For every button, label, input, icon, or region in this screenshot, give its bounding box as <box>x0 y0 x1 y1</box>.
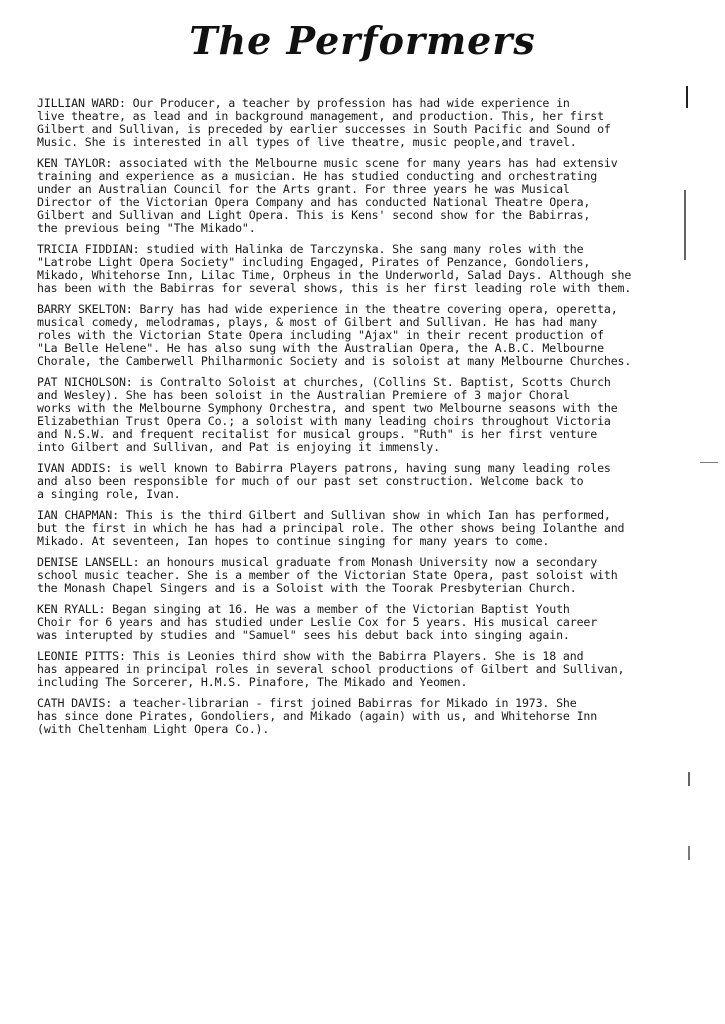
performer-bio: an honours musical graduate from Monash University now a secondary school music teacher. She is a member of the Victorian State Opera, past soloist with the Monash Chapel Singers and is a Soloist with the Toorak Presbyterian Church. <box>37 555 618 595</box>
performer-bio: This is the third Gilbert and Sullivan show in which Ian has performed, but the first in which he has had a principal role. The other shows being Iolanthe and Mikado. At seventeen, Ian hopes to continue singing for many years to come. <box>37 508 625 548</box>
performer-name: PAT NICHOLSON: <box>37 375 133 389</box>
performer-bio: Our Producer, a teacher by profession has had wide experience in live theatre, as lead and in background management, and production. This, her first Gilbert and Sullivan, is preceded by earlier successes in South Pacific and Sound of Music. She is interested in all types of live theatre, music people,and travel. <box>37 96 611 149</box>
performer-bio: associated with the Melbourne music scene for many years has had extensiv training and experience as a musician. He has studied conducting and orchestrating under an Australian Council for the Arts grant. For three years he was Musical Director of the Victorian Opera Company and has conducted National Theatre Opera, Gilbert and Sullivan and Light Opera. This is Kens' second show for the Babirras, the previous being "The Mikado". <box>37 156 618 235</box>
scan-mark <box>686 86 688 108</box>
performer-entry <box>37 243 677 295</box>
scan-mark <box>688 846 690 860</box>
performer-entry <box>37 603 677 642</box>
performer-entry <box>37 556 677 595</box>
performer-name: LEONIE PITTS: <box>37 649 126 663</box>
performer-name: TRICIA FIDDIAN: <box>37 242 140 256</box>
performer-bio: studied with Halinka de Tarczynska. She sang many roles with the "Latrobe Light Opera Society" including Engaged, Pirates of Penzance, Gondoliers, Mikado, Whitehorse Inn, Lilac Time, Orpheus in the Underworld, Salad Days. Although she has been with the Babirras for several shows, this is her first leading role with them. <box>37 242 632 295</box>
performer-entry <box>37 697 677 736</box>
performer-bio: Began singing at 16. He was a member of the Victorian Baptist Youth Choir for 6 years and has studied under Leslie Cox for 5 years. His musical career was interupted by studies and "Samuel" sees his debut back into singing again. <box>37 602 598 642</box>
performer-name: IVAN ADDIS: <box>37 461 113 475</box>
performer-name: KEN RYALL: <box>37 602 106 616</box>
performer-entry <box>37 303 677 368</box>
performer-bio: is Contralto Soloist at churches, (Collins St. Baptist, Scotts Church and Wesley). She has been soloist in the Australian Premiere of 3 major Choral works with the Melbourne Symphony Orchestra, and spent two Melbourne seasons with the Elizabethian Trust Opera Co.; a soloist with many leading choirs throughout Victoria and N.S.W. and frequent recitalist for musical groups. "Ruth" is her first venture into Gilbert and Sullivan, and Pat is enjoying it immensly. <box>37 375 618 454</box>
scan-mark <box>688 772 690 786</box>
performer-bio: This is Leonies third show with the Babirra Players. She is 18 and has appeared in principal roles in several school productions of Gilbert and Sullivan, including The Sorcerer, H.M.S. Pinafore, The Mikado and Yeomen. <box>37 649 625 689</box>
performer-name: DENISE LANSELL: <box>37 555 140 569</box>
performer-bio: Barry has had wide experience in the theatre covering opera, operetta, musical comedy, melodramas, plays, & most of Gilbert and Sullivan. He has had many roles with the Victorian State Opera including "Ajax" in their recent production of "La Belle Helene". He has also sung with the Australian Opera, the A.B.C. Melbourne Chorale, the Camberwell Philharmonic Society and is soloist at many Melbourne Churches. <box>37 302 632 368</box>
performer-bio: a teacher-librarian - first joined Babirras for Mikado in 1973. She has since done Pirates, Gondoliers, and Mikado (again) with us, and Whitehorse Inn (with Cheltenham Light Opera Co.). <box>37 696 598 736</box>
performer-entry <box>37 650 677 689</box>
performer-entry <box>37 462 677 501</box>
performer-entry <box>37 376 677 454</box>
page-title: The Performers <box>189 18 536 63</box>
performer-name: KEN TAYLOR: <box>37 156 113 170</box>
performer-entry <box>37 157 677 235</box>
performer-name: CATH DAVIS: <box>37 696 113 710</box>
performer-entry <box>37 509 677 548</box>
performer-name: BARRY SKELTON: <box>37 302 133 316</box>
scan-mark <box>684 190 686 260</box>
performer-list <box>37 97 677 744</box>
performer-name: JILLIAN WARD: <box>37 96 126 110</box>
performer-entry <box>37 97 677 149</box>
performer-name: IAN CHAPMAN: <box>37 508 119 522</box>
performer-bio: is well known to Babirra Players patrons, having sung many leading roles and also been responsible for much of our past set construction. Welcome back to a singing role, Ivan. <box>37 461 611 501</box>
scan-mark <box>700 462 718 463</box>
